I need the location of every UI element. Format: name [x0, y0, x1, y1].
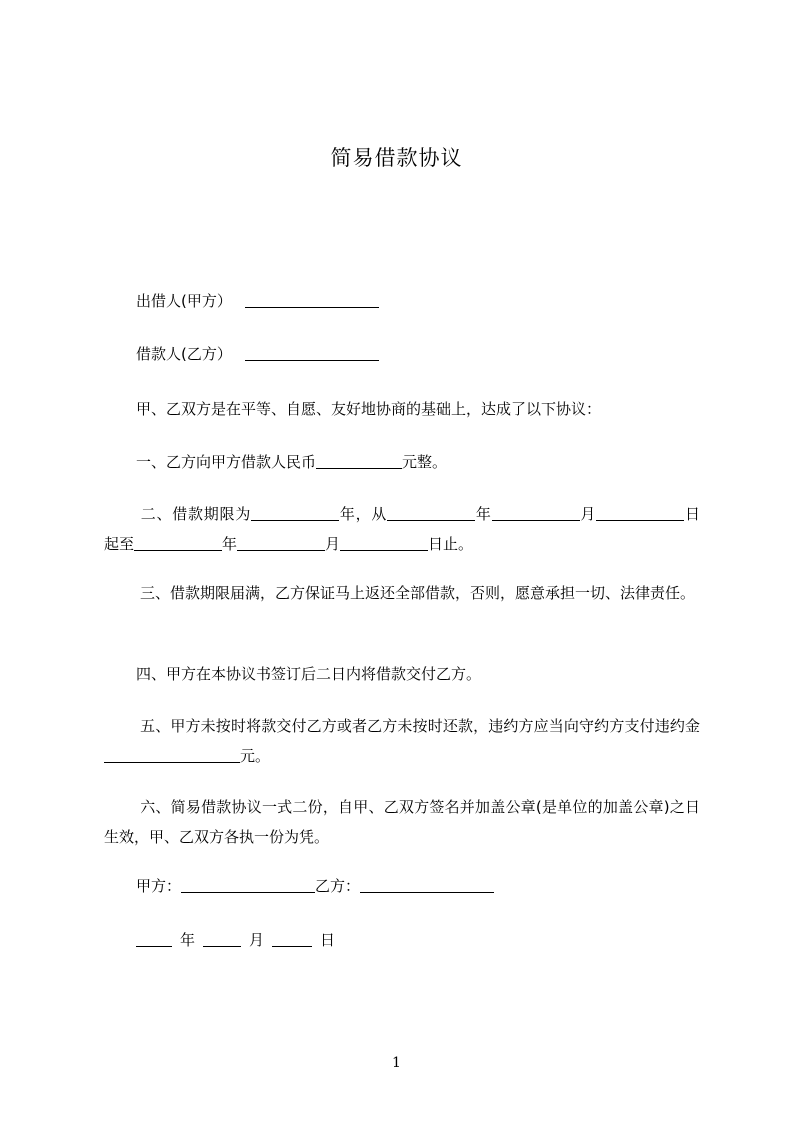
party-b-sign-blank — [360, 874, 494, 893]
penalty-blank — [104, 744, 240, 763]
clause-3 — [104, 578, 700, 608]
party-b-sign-label: 乙方： — [315, 877, 361, 895]
start-year-blank — [387, 502, 475, 521]
clause-5-text-a: 五、甲方未按时将款交付乙方或者乙方未按时还款，违约方应当向守约方支付违约金 — [140, 717, 700, 735]
clause-2-text-g: 年 — [222, 535, 238, 553]
clause-6-text: 六、简易借款协议一式二份，自甲、乙双方签名并加盖公章(是单位的加盖公章)之日生效，甲、乙双方各执一份为凭。 — [104, 798, 700, 846]
clause-6 — [104, 792, 700, 852]
lender-blank — [245, 289, 379, 308]
intro-paragraph — [136, 394, 601, 424]
end-month-blank — [237, 532, 325, 551]
term-years-blank — [251, 502, 339, 521]
end-year-blank — [134, 532, 222, 551]
clause-2-text-a: 二、借款期限为 — [140, 505, 252, 523]
clause-1 — [136, 447, 447, 477]
date-line — [136, 925, 335, 955]
party-a-sign-blank — [181, 874, 315, 893]
clause-5-text-b: 元。 — [240, 747, 271, 765]
clause-1-text-b: 元整。 — [402, 453, 448, 471]
clause-1-text-a: 一、乙方向甲方借款人民币 — [136, 453, 317, 471]
date-year-blank — [136, 928, 172, 947]
date-day-label: 日 — [320, 931, 336, 949]
clause-2-text-e: 日 — [684, 505, 700, 523]
clause-4 — [136, 659, 481, 689]
clause-3-text: 三、借款期限届满，乙方保证马上返还全部借款，否则，愿意承担一切、法律责任。 — [140, 584, 696, 602]
clause-2-text-d: 月 — [579, 505, 597, 523]
end-day-blank — [340, 532, 428, 551]
clause-2-text-b: 年，从 — [339, 505, 388, 523]
date-month-label: 月 — [249, 931, 265, 949]
signature-line — [136, 871, 494, 901]
page-number: 1 — [392, 1055, 401, 1071]
clause-2-text-c: 年 — [475, 505, 492, 523]
lender-label: 出借人(甲方） — [136, 292, 232, 310]
intro-text: 甲、乙双方是在平等、自愿、友好地协商的基础上，达成了以下协议： — [136, 400, 602, 418]
start-day-blank — [596, 502, 684, 521]
amount-blank — [316, 450, 402, 469]
party-a-sign-label: 甲方： — [136, 877, 182, 895]
clause-2-text-f: 起至 — [104, 535, 135, 553]
borrower-line — [136, 339, 379, 369]
start-month-blank — [492, 502, 580, 521]
date-day-blank — [272, 928, 312, 947]
borrower-blank — [245, 342, 379, 361]
clause-5 — [104, 711, 700, 771]
clause-4-text: 四、甲方在本协议书签订后二日内将借款交付乙方。 — [136, 665, 482, 683]
date-month-blank — [203, 928, 241, 947]
clause-2 — [104, 499, 700, 559]
lender-line — [136, 286, 379, 316]
date-year-label: 年 — [180, 931, 196, 949]
clause-2-text-i: 日止。 — [428, 535, 474, 553]
clause-2-text-h: 月 — [325, 535, 341, 553]
document-title: 简易借款协议 — [330, 146, 463, 170]
borrower-label: 借款人(乙方） — [136, 345, 232, 363]
